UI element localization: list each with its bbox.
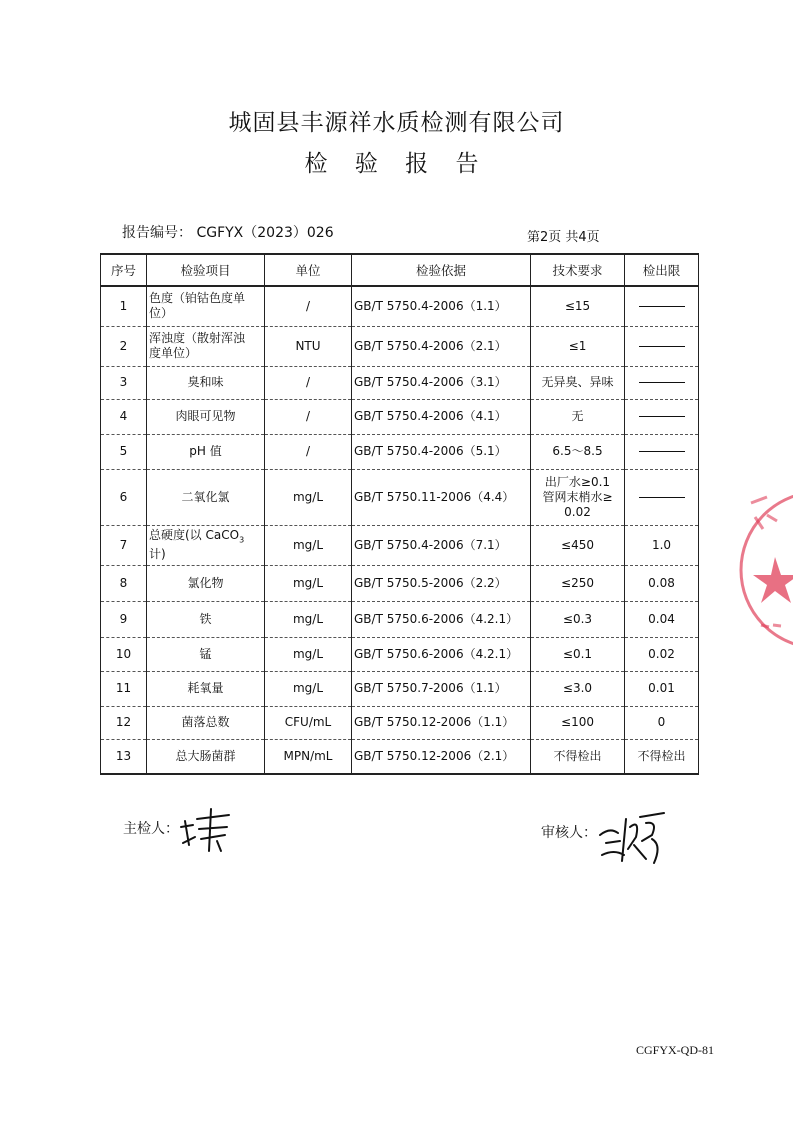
cell-item: 菌落总数 [147, 706, 265, 739]
cell-result: 0.02 [625, 637, 699, 671]
cell-requirement: ≤0.3 [531, 601, 625, 637]
cell-method: GB/T 5750.4-2006（5.1） [352, 434, 531, 469]
cell-result: 1.0 [625, 525, 699, 565]
cell-item: 色度（铂钴色度单 位） [147, 286, 265, 326]
reviewer-signature [596, 805, 668, 867]
cell-no: 5 [101, 434, 147, 469]
table-row [101, 637, 699, 671]
empty-dash [639, 497, 685, 498]
cell-result: 0.08 [625, 565, 699, 601]
cell-result: 0.01 [625, 671, 699, 706]
empty-dash [639, 416, 685, 417]
cell-item: pH 值 [147, 434, 265, 469]
cell-result: 0.04 [625, 601, 699, 637]
col-header-item: 检验项目 [147, 254, 265, 286]
empty-dash [639, 306, 685, 307]
cell-result [625, 469, 699, 525]
cell-requirement: 无异臭、异味 [531, 366, 625, 399]
table-row [101, 286, 699, 326]
report-number-value: CGFYX（2023）026 [196, 225, 334, 241]
seal-stamp [733, 485, 793, 655]
cell-unit: mg/L [265, 469, 352, 525]
cell-method: GB/T 5750.4-2006（2.1） [352, 326, 531, 366]
report-number-label: 报告编号： [122, 225, 192, 241]
table-row [101, 671, 699, 706]
cell-result [625, 434, 699, 469]
cell-requirement: 无 [531, 399, 625, 434]
empty-dash [639, 382, 685, 383]
cell-no: 4 [101, 399, 147, 434]
report-number [122, 222, 334, 242]
cell-requirement: 不得检出 [531, 739, 625, 774]
cell-method: GB/T 5750.5-2006（2.2） [352, 565, 531, 601]
cell-no: 8 [101, 565, 147, 601]
form-code: CGFYX-QD-81 [636, 1043, 714, 1057]
cell-method: GB/T 5750.4-2006（1.1） [352, 286, 531, 326]
cell-item: 铁 [147, 601, 265, 637]
cell-no: 10 [101, 637, 147, 671]
cell-unit: mg/L [265, 601, 352, 637]
table-header-row [101, 254, 699, 286]
cell-no: 6 [101, 469, 147, 525]
cell-no: 11 [101, 671, 147, 706]
cell-unit: mg/L [265, 565, 352, 601]
table-row [101, 739, 699, 774]
cell-unit: mg/L [265, 637, 352, 671]
cell-item: 二氧化氯 [147, 469, 265, 525]
cell-requirement: ≤1 [531, 326, 625, 366]
table-row [101, 434, 699, 469]
table-row [101, 399, 699, 434]
cell-no: 12 [101, 706, 147, 739]
cell-unit: CFU/mL [265, 706, 352, 739]
table-row [101, 366, 699, 399]
inspector-label: 主检人： [123, 821, 179, 837]
cell-no: 2 [101, 326, 147, 366]
cell-no: 13 [101, 739, 147, 774]
cell-item: 肉眼可见物 [147, 399, 265, 434]
table-row [101, 326, 699, 366]
cell-method: GB/T 5750.6-2006（4.2.1） [352, 601, 531, 637]
cell-item: 耗氧量 [147, 671, 265, 706]
cell-item: 臭和味 [147, 366, 265, 399]
cell-method: GB/T 5750.6-2006（4.2.1） [352, 637, 531, 671]
page-info: 第2页 共4页 [527, 230, 600, 245]
cell-requirement: 6.5～8.5 [531, 434, 625, 469]
cell-unit: / [265, 434, 352, 469]
col-header-detection-limit: 检出限 [625, 254, 699, 286]
cell-requirement: 出厂水≥0.1 管网末梢水≥ 0.02 [531, 469, 625, 525]
cell-no: 3 [101, 366, 147, 399]
col-header-no: 序号 [101, 254, 147, 286]
cell-method: GB/T 5750.7-2006（1.1） [352, 671, 531, 706]
results-table [100, 253, 699, 775]
cell-no: 7 [101, 525, 147, 565]
cell-unit: / [265, 286, 352, 326]
cell-result: 不得检出 [625, 739, 699, 774]
cell-item: 总硬度(以 CaCO$_3$ 计) [147, 525, 265, 565]
cell-requirement: ≤450 [531, 525, 625, 565]
cell-item: 总大肠菌群 [147, 739, 265, 774]
report-title: 检 验 报 告 [304, 151, 489, 177]
cell-method: GB/T 5750.4-2006（4.1） [352, 399, 531, 434]
col-header-unit: 单位 [265, 254, 352, 286]
cell-unit: MPN/mL [265, 739, 352, 774]
cell-requirement: ≤3.0 [531, 671, 625, 706]
cell-requirement: ≤0.1 [531, 637, 625, 671]
cell-result [625, 286, 699, 326]
table-row [101, 565, 699, 601]
table-row [101, 706, 699, 739]
cell-method: GB/T 5750.11-2006（4.4） [352, 469, 531, 525]
cell-result: 0 [625, 706, 699, 739]
cell-method: GB/T 5750.12-2006（2.1） [352, 739, 531, 774]
inspector-signature [177, 805, 239, 855]
table-row [101, 601, 699, 637]
table-row [101, 525, 699, 565]
cell-result [625, 366, 699, 399]
cell-unit: NTU [265, 326, 352, 366]
col-header-method: 检验依据 [352, 254, 531, 286]
cell-result [625, 326, 699, 366]
col-header-requirement: 技术要求 [531, 254, 625, 286]
company-name: 城固县丰源祥水质检测有限公司 [228, 110, 565, 136]
empty-dash [639, 346, 685, 347]
cell-item: 锰 [147, 637, 265, 671]
cell-requirement: ≤15 [531, 286, 625, 326]
cell-unit: mg/L [265, 525, 352, 565]
cell-method: GB/T 5750.4-2006（7.1） [352, 525, 531, 565]
cell-unit: / [265, 399, 352, 434]
cell-requirement: ≤250 [531, 565, 625, 601]
cell-method: GB/T 5750.4-2006（3.1） [352, 366, 531, 399]
cell-item: 浑浊度（散射浑浊 度单位） [147, 326, 265, 366]
cell-no: 9 [101, 601, 147, 637]
table-row [101, 469, 699, 525]
cell-unit: / [265, 366, 352, 399]
reviewer-label: 审核人： [541, 825, 597, 841]
empty-dash [639, 451, 685, 452]
cell-result [625, 399, 699, 434]
cell-requirement: ≤100 [531, 706, 625, 739]
cell-no: 1 [101, 286, 147, 326]
cell-item: 氯化物 [147, 565, 265, 601]
cell-unit: mg/L [265, 671, 352, 706]
cell-method: GB/T 5750.12-2006（1.1） [352, 706, 531, 739]
